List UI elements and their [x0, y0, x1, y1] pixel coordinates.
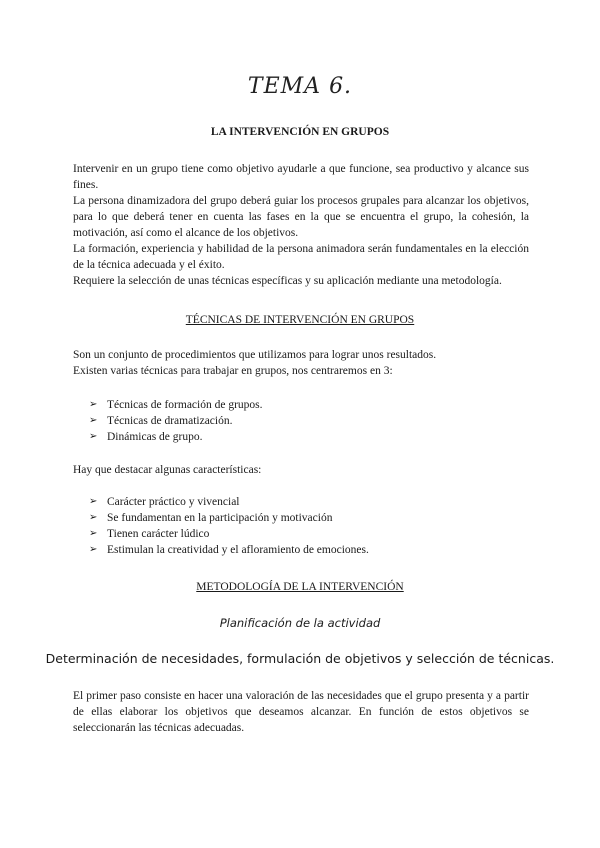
metodologia-paragraph-container: [73, 688, 529, 736]
tecnicas-intro: [73, 347, 529, 379]
list-item-text: Técnicas de dramatización.: [107, 415, 233, 427]
list-item-text: Estimulan la creatividad y el afloramiento de emociones.: [107, 544, 369, 556]
techniques-list: [73, 397, 529, 445]
list-item: [73, 526, 529, 542]
arrow-bullet-icon: ➢: [89, 528, 98, 539]
main-heading: LA INTERVENCIÓN EN GRUPOS: [210, 126, 390, 138]
arrow-bullet-icon: ➢: [89, 544, 98, 555]
section-heading-metodologia: METODOLOGÍA DE LA INTERVENCIÓN: [196, 581, 404, 593]
list-item: [73, 510, 529, 526]
arrow-bullet-icon: ➢: [89, 496, 98, 507]
list-item-text: Carácter práctico y vivencial: [107, 496, 240, 508]
list-item-text: Se fundamentan en la participación y motivación: [107, 512, 333, 524]
highlight-line: Determinación de necesidades, formulación de objetivos y selección de técnicas.: [45, 651, 555, 666]
intro-section: [73, 161, 529, 289]
list-item-text: Dinámicas de grupo.: [107, 431, 203, 443]
characteristics-intro: Hay que destacar algunas características:: [73, 464, 262, 476]
arrow-bullet-icon: ➢: [89, 415, 98, 426]
list-item: [73, 429, 529, 445]
techniques-list-container: [73, 397, 529, 445]
page-title: TEMA 6.: [247, 74, 353, 99]
list-item: [73, 397, 529, 413]
section-heading-tecnicas: TÉCNICAS DE INTERVENCIÓN EN GRUPOS: [185, 314, 415, 326]
characteristics-list-container: [73, 494, 529, 558]
metodologia-paragraph: El primer paso consiste en hacer una valoración de las necesidades que el grupo presenta y a partir de ellas elaborar los objetivos que deseamos alcanzar. En función de estos objetivos se seleccionarán las técnicas adecuadas.: [73, 690, 529, 734]
list-item: [73, 494, 529, 510]
list-item: [73, 542, 529, 558]
arrow-bullet-icon: ➢: [89, 431, 98, 442]
tecnicas-line: Existen varias técnicas para trabajar en grupos, nos centraremos en 3:: [73, 365, 393, 377]
characteristics-list: [73, 494, 529, 558]
intro-paragraph: La persona dinamizadora del grupo deberá guiar los procesos grupales para alcanzar los objetivos, para lo que deberá tener en cuenta las fases en la que se encuentra el grupo, la cohesión, la motivación, así como el alcance de los objetivos.: [73, 195, 529, 239]
intro-paragraph: Intervenir en un grupo tiene como objetivo ayudarle a que funcione, sea productivo y alcance sus fines.: [73, 163, 529, 191]
intro-paragraph: La formación, experiencia y habilidad de la persona animadora serán fundamentales en la elección de la técnica adecuada y el éxito.: [73, 243, 529, 271]
tecnicas-line: Son un conjunto de procedimientos que utilizamos para lograr unos resultados.: [73, 349, 437, 361]
arrow-bullet-icon: ➢: [89, 399, 98, 410]
arrow-bullet-icon: ➢: [89, 512, 98, 523]
list-item-text: Técnicas de formación de grupos.: [107, 399, 263, 411]
intro-paragraph: Requiere la selección de unas técnicas específicas y su aplicación mediante una metodología.: [73, 275, 502, 287]
list-item-text: Tienen carácter lúdico: [107, 528, 210, 540]
subsection-heading: Planificación de la actividad: [219, 616, 381, 630]
list-item: [73, 413, 529, 429]
